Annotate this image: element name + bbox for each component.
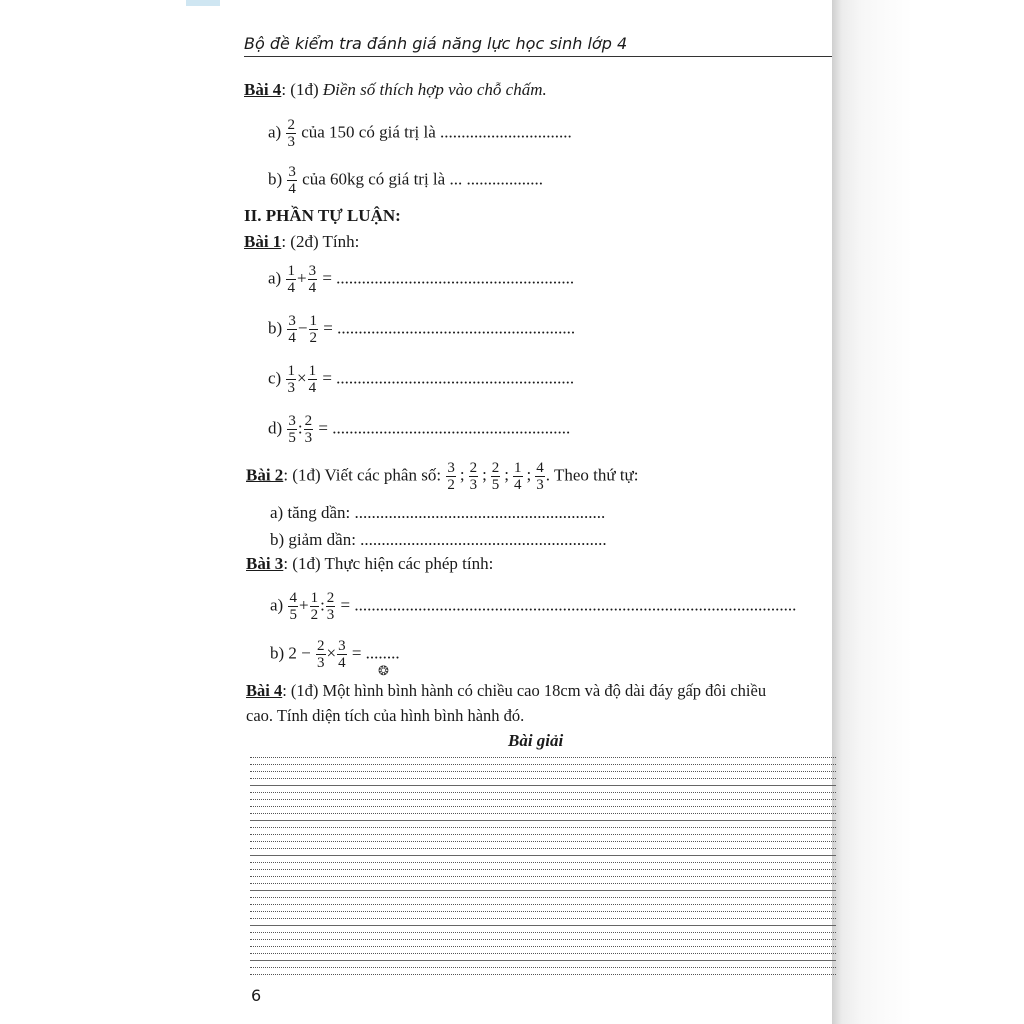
separator: ; — [526, 465, 532, 485]
writing-line — [250, 897, 836, 898]
denominator: 4 — [514, 477, 522, 493]
writing-line — [250, 890, 836, 891]
writing-line — [250, 785, 836, 786]
denominator: 3 — [304, 430, 313, 446]
writing-line — [250, 813, 836, 814]
writing-line — [250, 855, 836, 856]
item-prefix: b) — [268, 318, 287, 338]
numerator: 1 — [287, 263, 295, 279]
numerator: 3 — [447, 460, 455, 476]
denominator: 5 — [491, 477, 500, 493]
fraction — [286, 117, 296, 150]
exercise-text: : (1đ) Một hình bình hành có chiều cao 18cm và độ dài đáy gấp đôi chiều — [282, 681, 767, 700]
operator: : — [297, 418, 303, 438]
denominator: 3 — [469, 477, 478, 493]
numerator: 2 — [326, 590, 335, 606]
writing-line — [250, 939, 836, 940]
ink-blot-icon: ❂ — [378, 663, 389, 678]
fraction — [308, 263, 318, 296]
numerator: 3 — [308, 263, 317, 279]
denominator: 2 — [447, 477, 455, 493]
writing-line — [250, 820, 836, 821]
exercise-4b — [268, 164, 543, 197]
fraction — [304, 413, 314, 446]
numerator: 3 — [338, 638, 346, 654]
denominator: 3 — [326, 607, 335, 623]
denominator: 4 — [338, 655, 346, 671]
page-number: 6 — [251, 986, 262, 1005]
writing-line — [250, 883, 836, 884]
numerator: 2 — [287, 117, 295, 133]
writing-line — [250, 806, 836, 807]
exercise-4a — [268, 117, 572, 150]
writing-line — [250, 960, 836, 961]
bai1-item — [268, 363, 574, 396]
bai3-a — [270, 590, 796, 623]
part-2-title: II. PHẦN TỰ LUẬN: — [244, 206, 401, 225]
writing-line — [250, 932, 836, 933]
exercise-label: Bài 4 — [246, 681, 283, 700]
solution-title: Bài giải — [508, 731, 564, 750]
bai3-heading — [246, 554, 493, 574]
separator: ; — [482, 465, 487, 485]
numerator: 1 — [309, 313, 318, 329]
denominator: 3 — [287, 380, 295, 396]
bai1-item — [268, 263, 574, 296]
numerator: 2 — [491, 460, 500, 476]
separator: ; — [504, 465, 510, 485]
bai4-heading — [246, 681, 766, 701]
writing-line — [250, 953, 836, 954]
operator: : — [320, 595, 325, 615]
denominator: 3 — [287, 134, 295, 150]
writing-line — [250, 876, 836, 877]
writing-line — [250, 764, 836, 765]
writing-line — [250, 848, 836, 849]
fraction — [287, 313, 297, 346]
numerator: 1 — [287, 363, 295, 379]
bai1-item — [268, 413, 570, 446]
item-prefix: b) — [268, 169, 287, 189]
bai2-a: a) tăng dần: ........................................................... — [270, 503, 606, 522]
writing-line — [250, 869, 836, 870]
fraction — [308, 363, 318, 396]
writing-line — [250, 778, 836, 779]
denominator: 4 — [288, 181, 296, 197]
item-prefix: a) — [268, 122, 286, 142]
answer-dots: = ........................................................ — [322, 368, 575, 388]
fraction — [287, 413, 297, 446]
writing-line — [250, 841, 836, 842]
fraction — [326, 590, 336, 623]
writing-line — [250, 771, 836, 772]
fraction — [513, 460, 523, 493]
denominator: 4 — [287, 280, 295, 296]
page-edge-shadow — [832, 0, 1024, 1024]
denominator: 4 — [288, 330, 296, 346]
exercise-label: Bài 4 — [244, 80, 282, 99]
writing-line — [250, 799, 836, 800]
numerator: 1 — [514, 460, 522, 476]
answer-dots: = ........................................................ — [318, 418, 571, 438]
exercise-label: Bài 1 — [244, 232, 282, 251]
operator: − — [297, 318, 308, 338]
numerator: 3 — [288, 313, 296, 329]
writing-line — [250, 757, 836, 758]
writing-line — [250, 918, 836, 919]
numerator: 2 — [304, 413, 313, 429]
answer-dots: = ........................................................................................................ — [340, 595, 797, 615]
operator: + — [296, 268, 307, 288]
answer-dots: = ........................................................ — [323, 318, 576, 338]
item-text: của 150 có giá trị là ............................... — [301, 122, 572, 142]
denominator: 3 — [536, 477, 544, 493]
answer-dots: = ........ — [351, 643, 400, 663]
fraction-list — [445, 460, 545, 493]
writing-line — [250, 827, 836, 828]
item-prefix: a) — [268, 268, 286, 288]
running-header: Bộ đề kiểm tra đánh giá năng lực học sinh lớp 4 — [244, 34, 832, 57]
fraction — [310, 590, 320, 623]
writing-line — [250, 946, 836, 947]
fraction — [337, 638, 347, 671]
fraction — [288, 590, 298, 623]
fraction — [535, 460, 545, 493]
exercise-points: : (1đ) Viết các phân số: — [283, 465, 442, 485]
item-prefix: d) — [268, 418, 287, 438]
bai2-heading — [246, 460, 639, 493]
operator: + — [298, 595, 309, 615]
writing-line — [250, 974, 836, 975]
writing-line — [250, 967, 836, 968]
item-prefix: c) — [268, 368, 286, 388]
page-tab-mark — [186, 0, 220, 6]
writing-line — [250, 925, 836, 926]
exercise-tail: . Theo thứ tự: — [545, 465, 639, 485]
exercise-instruction: Điền số thích hợp vào chỗ chấm. — [322, 80, 547, 99]
writing-line — [250, 862, 836, 863]
numerator: 1 — [310, 590, 319, 606]
writing-line — [250, 834, 836, 835]
fraction — [446, 460, 456, 493]
denominator: 5 — [288, 430, 296, 446]
numerator: 3 — [288, 413, 296, 429]
exercise-4-heading — [244, 80, 547, 100]
numerator: 3 — [288, 164, 296, 180]
fraction — [287, 164, 297, 197]
numerator: 4 — [289, 590, 297, 606]
bai1-heading — [244, 232, 359, 252]
item-prefix: a) — [270, 595, 288, 615]
exercise-label: Bài 3 — [246, 554, 284, 573]
exercise-points: : (1đ) Thực hiện các phép tính: — [283, 554, 494, 573]
bai1-item — [268, 313, 575, 346]
exercise-points: : (2đ) Tính: — [281, 232, 360, 251]
writing-line — [250, 792, 836, 793]
numerator: 4 — [536, 460, 544, 476]
bai2-b: b) giảm dần: .......................................................... — [270, 530, 607, 549]
denominator: 3 — [317, 655, 325, 671]
fraction — [469, 460, 479, 493]
fraction — [309, 313, 319, 346]
denominator: 4 — [308, 380, 317, 396]
denominator: 2 — [310, 607, 319, 623]
fraction — [286, 363, 296, 396]
operator: × — [296, 368, 307, 388]
numerator: 1 — [308, 363, 317, 379]
writing-line — [250, 904, 836, 905]
separator: ; — [459, 465, 465, 485]
numerator: 2 — [469, 460, 478, 476]
numerator: 2 — [317, 638, 325, 654]
answer-dots: = ........................................................ — [322, 268, 575, 288]
bai4-line2: cao. Tính diện tích của hình bình hành đó. — [246, 706, 525, 725]
denominator: 5 — [289, 607, 297, 623]
denominator: 2 — [309, 330, 318, 346]
item-prefix: b) 2 − — [270, 643, 315, 663]
writing-line — [250, 911, 836, 912]
fraction — [491, 460, 501, 493]
item-text: của 60kg có giá trị là ... .................. — [302, 169, 543, 189]
fraction — [286, 263, 296, 296]
fraction — [316, 638, 326, 671]
denominator: 4 — [308, 280, 317, 296]
exercise-points: : (1đ) — [281, 80, 323, 99]
operator: × — [326, 643, 337, 663]
exercise-label: Bài 2 — [246, 465, 284, 485]
